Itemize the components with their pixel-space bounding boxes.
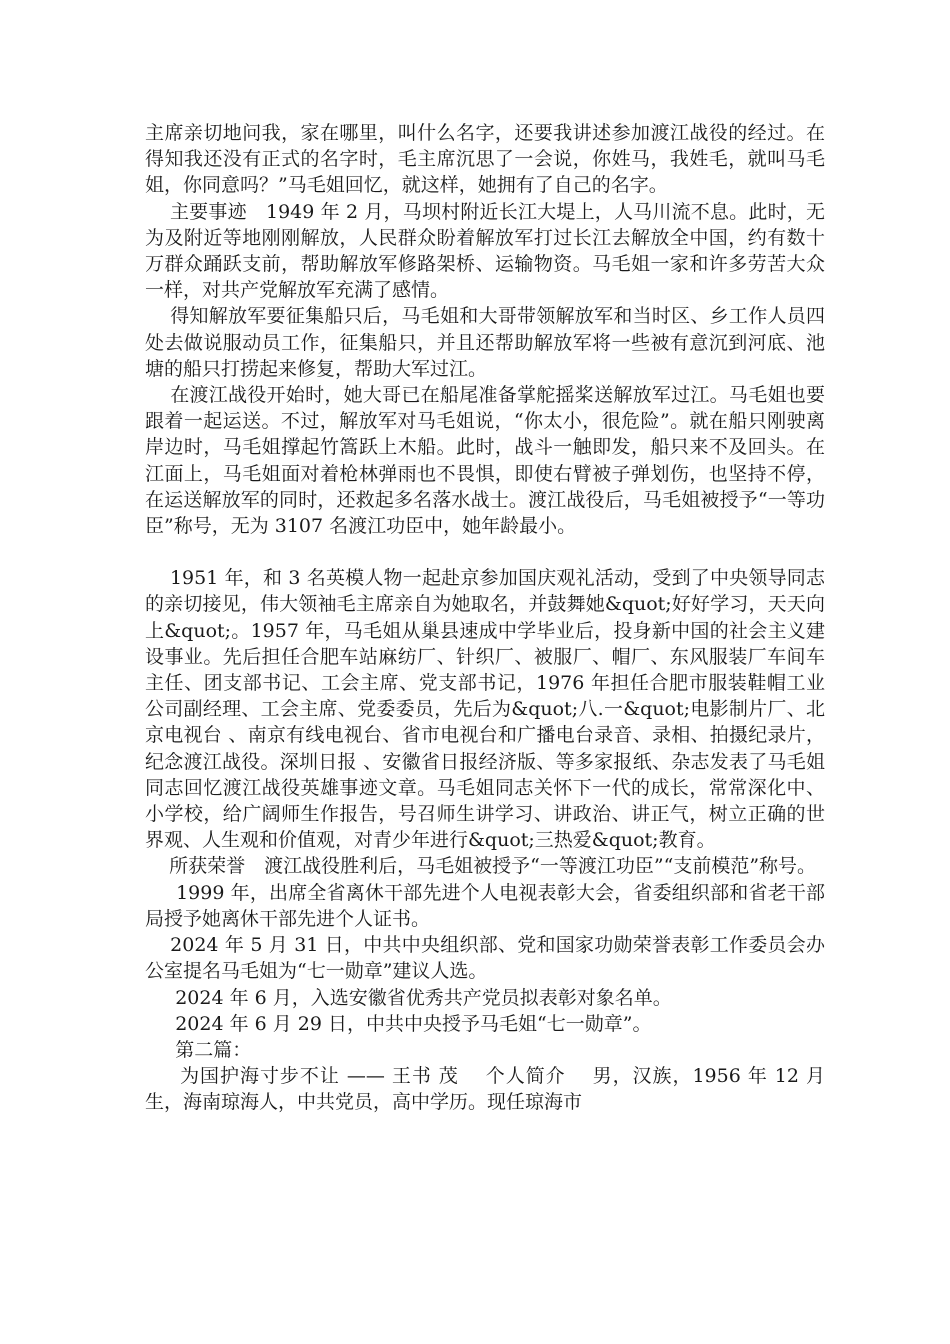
- paragraph-main-deeds: 主要事迹 1949 年 2 月，马坝村附近长江大堤上，人马川流不息。此时，无为及附近等地刚刚解放，人民群众盼着解放军打过长江去解放全中国，约有数十万群众踊跃支前，帮助解放军修路架桥、运输物资。马毛姐一家和许多劳苦大众一样，对共产党解放军充满了感情。: [145, 200, 825, 302]
- paragraph-gap: [145, 539, 825, 565]
- paragraph-crossing-battle: 在渡江战役开始时，她大哥已在船尾准备掌舵摇桨送解放军过江。马毛姐也要跟着一起运送。不过，解放军对马毛姐说，“你太小，很危险”。就在船只刚驶离岸边时，马毛姐撑起竹篙跃上木船。此时，战斗一触即发，船只来不及回头。在江面上，马毛姐面对着枪林弹雨也不畏惧，即使右臂被子弹划伤，也坚持不停，在运送解放军的同时，还救起多名落水战士。渡江战役后，马毛姐被授予“一等功臣”称号，无为 3107 名渡江功臣中，她年龄最小。: [145, 384, 825, 538]
- paragraph-2024-may: 2024 年 5 月 31 日，中共中央组织部、党和国家功勋荣誉表彰工作委员会办公室提名马毛姐为“七一勋章”建议人选。: [145, 934, 825, 983]
- paragraph-second-intro: 为国护海寸步不让 —— 王书 茂 个人简介 男，汉族，1956 年 12 月生，海南琼海人，中共党员，高中学历。现任琼海市: [145, 1065, 825, 1114]
- document-body: [145, 120, 825, 1116]
- paragraph-intro: 主席亲切地问我，家在哪里，叫什么名字，还要我讲述参加渡江战役的经过。在得知我还没有正式的名字时，毛主席沉思了一会说，你姓马，我姓毛，就叫马毛姐，你同意吗？”马毛姐回忆，就这样，她拥有了自己的名字。: [145, 122, 825, 197]
- paragraph-boat-collection: 得知解放军要征集船只后，马毛姐和大哥带领解放军和当时区、乡工作人员四处去做说服动员工作，征集船只，并且还帮助解放军将一些被有意沉到河底、池塘的船只打捞起来修复，帮助大军过江。: [145, 305, 825, 380]
- paragraph-honors: 所获荣誉 渡江战役胜利后，马毛姐被授予“一等渡江功臣”“支前模范”称号。: [145, 855, 817, 878]
- paragraph-1999: 1999 年，出席全省离休干部先进个人电视表彰大会，省委组织部和省老干部局授予她离休干部先进个人证书。: [145, 881, 825, 930]
- paragraph-2024-june: 2024 年 6 月，入选安徽省优秀共产党员拟表彰对象名单。: [145, 986, 672, 1009]
- paragraph-later-career: 1951 年，和 3 名英模人物一起赴京参加国庆观礼活动，受到了中央领导同志的亲切接见，伟大领袖毛主席亲自为她取名，并鼓舞她&quot;好好学习，天天向上&quot;。1957 年，马毛姐从巢县速成中学毕业后，投身新中国的社会主义建设事业。先后担任合肥车站麻纺厂、针织厂、被服厂、帽厂、东风服装厂车间车主任、团支部书记、工会主席、党支部书记，1976 年担任合肥市服装鞋帽工业公司副经理、工会主席、党委委员，先后为&quot;八.一&quot;电影制片厂、北京电视台 、南京有线电视台、省市电视台和广播电台录音、录相、拍摄纪录片，纪念渡江战役。深圳日报 、安徽省日报经济版、等多家报纸、杂志发表了马毛姐同志回忆渡江战役英雄事迹文章。马毛姐同志关怀下一代的成长，常常深化中、小学校，给广阔师生作报告，号召师生讲学习、讲政治、讲正气，树立正确的世界观、人生观和价值观，对青少年进行&quot;三热爱&quot;教育。: [145, 567, 825, 852]
- section-heading-second: 第二篇：: [145, 1038, 252, 1061]
- paragraph-2024-june-29: 2024 年 6 月 29 日，中共中央授予马毛姐“七一勋章”。: [145, 1012, 652, 1035]
